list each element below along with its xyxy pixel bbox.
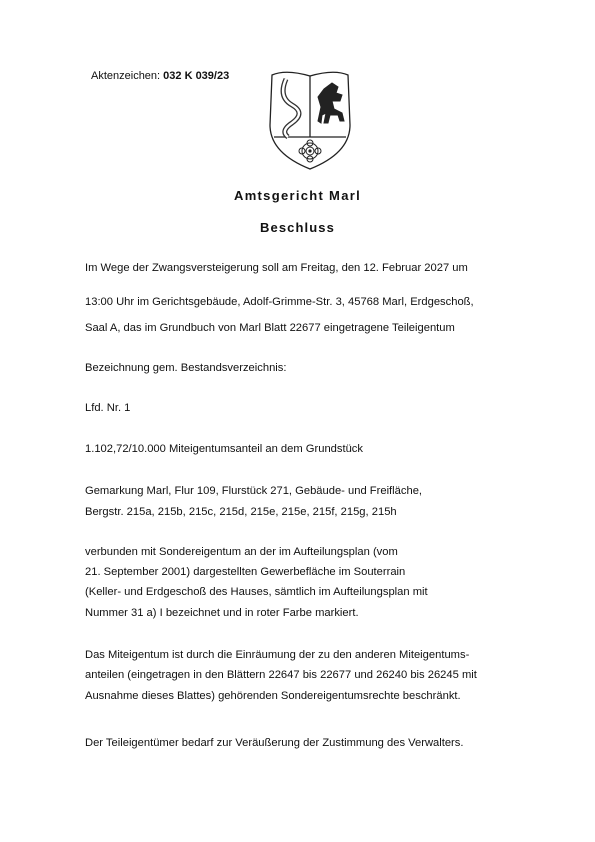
consent-line: Der Teileigentümer bedarf zur Veräußerung der Zustimmung des Verwalters. xyxy=(85,737,464,749)
lfd-nr-line: Lfd. Nr. 1 xyxy=(85,402,131,414)
restriction-line-1: Das Miteigentum ist durch die Einräumung der zu den anderen Miteigentums- xyxy=(85,649,470,661)
file-reference xyxy=(91,70,229,82)
document-type: Beschluss xyxy=(260,220,335,235)
intro-line-3: Saal A, das im Grundbuch von Marl Blatt 22677 eingetragene Teileigentum xyxy=(85,322,455,334)
parcel-line-1: Gemarkung Marl, Flur 109, Flurstück 271, Gebäude- und Freifläche, xyxy=(85,485,423,497)
file-reference-label: Aktenzeichen: xyxy=(91,70,164,82)
intro-line-2: 13:00 Uhr im Gerichtsgebäude, Adolf-Grimme-Str. 3, 45768 Marl, Erdgeschoß, xyxy=(85,296,474,308)
court-name: Amtsgericht Marl xyxy=(234,188,361,203)
file-reference-number: 032 K 039/23 xyxy=(163,70,230,82)
nrw-coat-of-arms-icon xyxy=(266,67,354,171)
share-line: 1.102,72/10.000 Miteigentumsanteil an dem Grundstück xyxy=(85,443,363,455)
restriction-line-3: Ausnahme dieses Blattes) gehörenden Sondereigentumsrechte beschränkt. xyxy=(85,690,461,702)
restriction-line-2: anteilen (eingetragen in den Blättern 22647 bis 22677 und 26240 bis 26245 mit xyxy=(85,669,477,681)
parcel-line-2: Bergstr. 215a, 215b, 215c, 215d, 215e, 215e, 215f, 215g, 215h xyxy=(85,506,397,518)
special-property-line-4: Nummer 31 a) I bezeichnet und in roter Farbe markiert. xyxy=(85,607,359,619)
special-property-line-1: verbunden mit Sondereigentum an der im Aufteilungsplan (vom xyxy=(85,546,398,558)
special-property-line-2: 21. September 2001) dargestellten Gewerbefläche im Souterrain xyxy=(85,566,406,578)
designation-line: Bezeichnung gem. Bestandsverzeichnis: xyxy=(85,362,287,374)
intro-line-1: Im Wege der Zwangsversteigerung soll am Freitag, den 12. Februar 2027 um xyxy=(85,262,468,274)
special-property-line-3: (Keller- und Erdgeschoß des Hauses, sämtlich im Aufteilungsplan mit xyxy=(85,586,428,598)
